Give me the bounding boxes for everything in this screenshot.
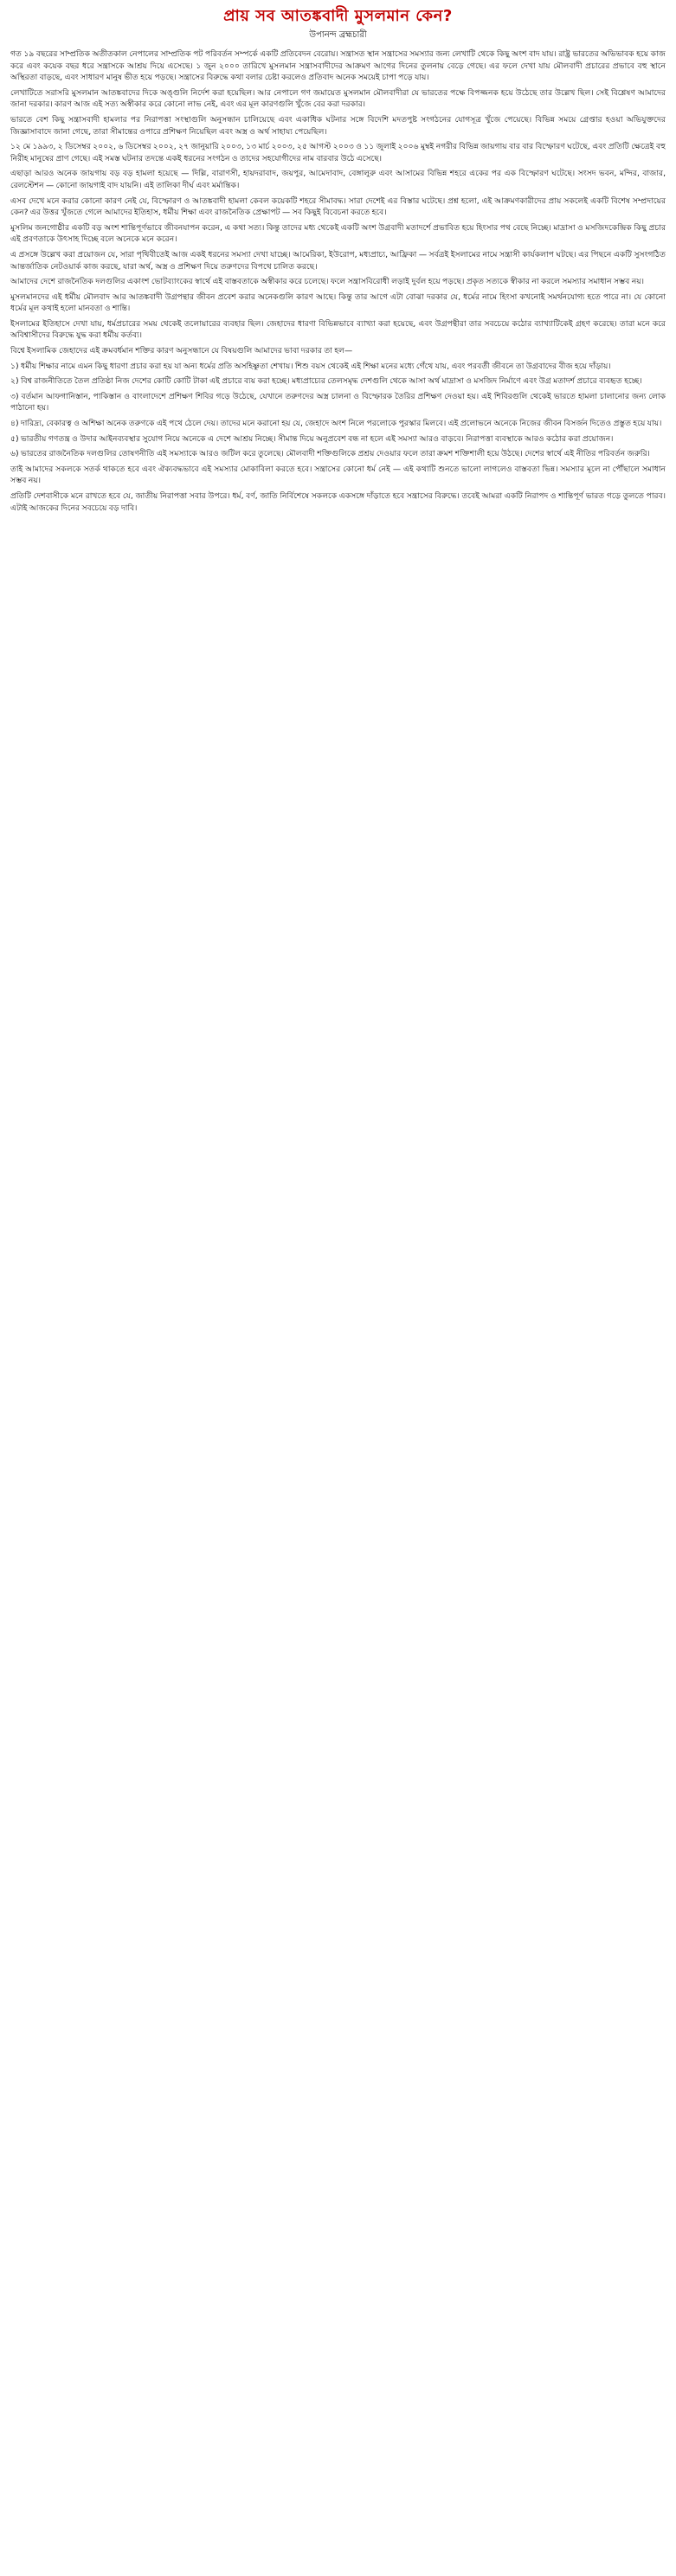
article-paragraph: এছাড়া আরও অনেক জায়গায় বড় বড় হামলা হয়েছে — দিল্লি, বারাণসী, হায়দরাবাদ, জয়পুর, আমেদাবাদ, বেঙ্গালুরু এবং আসামের বিভিন্ন শহরে একের পর এক বিস্ফোরণ ঘটেছে। সংসদ ভবন, মন্দির, বাজার, রেলস্টেশন — কোনো জায়গাই বাদ যায়নি। এই তালিকা দীর্ঘ এবং মর্মান্তিক।: [10, 169, 666, 190]
article-paragraph: আমাদের দেশে রাজনৈতিক দলগুলির একাংশ ভোটব্যাংকের স্বার্থে এই বাস্তবতাকে অস্বীকার করে চলেছে। ফলে সন্ত্রাসবিরোধী লড়াই দুর্বল হয়ে পড়ছে। প্রকৃত সত্যকে স্বীকার না করলে সমস্যার সমাধান সম্ভব নয়।: [10, 277, 645, 287]
article-paragraph: ৩) বর্তমান আফগানিস্তান, পাকিস্তান ও বাংলাদেশে প্রশিক্ষণ শিবির গড়ে উঠেছে, যেখানে তরুণদের অস্ত্র চালনা ও বিস্ফোরক তৈরির প্রশিক্ষণ দেওয়া হয়। এই শিবিরগুলি থেকেই ভারতে হামলা চালানোর জন্য লোক পাঠানো হয়।: [10, 391, 666, 413]
article-title: প্রায় সব আতঙ্কবাদী মুসলমান কেন?: [223, 7, 453, 25]
article-paragraph: প্রতিটি দেশবাসীকে মনে রাখতে হবে যে, জাতীয় নিরাপত্তা সবার উপরে। ধর্ম, বর্ণ, জাতি নির্বিশেষে সকলকে একসঙ্গে দাঁড়াতে হবে সন্ত্রাসের বিরুদ্ধে। তবেই আমরা একটি নিরাপদ ও শান্তিপূর্ণ ভারত গড়ে তুলতে পারব। এটাই আজকের দিনের সবচেয়ে বড় দাবি।: [10, 491, 666, 513]
article-paragraph: ৪) দারিদ্র্য, বেকারত্ব ও অশিক্ষা অনেক তরুণকে এই পথে ঠেলে দেয়। তাদের মনে করানো হয় যে, জেহাদে অংশ নিলে পরলোকে পুরস্কার মিলবে। এই প্রলোভনে অনেকে নিজের জীবন বিসর্জন দিতেও প্রস্তুত হয়ে যায়।: [10, 419, 662, 429]
article-paragraph: ইসলামের ইতিহাসে দেখা যায়, ধর্মপ্রচারের সময় থেকেই তলোয়ারের ব্যবহার ছিল। জেহাদের ধারণা বিভিন্নভাবে ব্যাখ্যা করা হয়েছে, এবং উগ্রপন্থীরা তার সবচেয়ে কঠোর ব্যাখ্যাটিকেই গ্রহণ করেছে। তারা মনে করে অবিশ্বাসীদের বিরুদ্ধে যুদ্ধ করা ধর্মীয় কর্তব্য।: [10, 318, 666, 341]
article-paragraph: ৬) ভারতের রাজনৈতিক দলগুলির তোষণনীতি এই সমস্যাকে আরও জটিল করে তুলেছে। মৌলবাদী শক্তিগুলিকে প্রশ্রয় দেওয়ার ফলে তারা ক্রমশ শক্তিশালী হয়ে উঠছে। দেশের স্বার্থে এই নীতির পরিবর্তন জরুরি।: [10, 449, 650, 459]
article-paragraph: ৫) ভারতীয় গণতন্ত্র ও উদার আইনব্যবস্থার সুযোগ নিয়ে অনেকে এ দেশে আশ্রয় নিচ্ছে। সীমান্ত দিয়ে অনুপ্রবেশ বন্ধ না হলে এই সমস্যা আরও বাড়বে। নিরাপত্তা ব্যবস্থাকে আরও কঠোর করা প্রয়োজন।: [10, 433, 614, 444]
article-paragraph: মুসলিম জনগোষ্ঠীর একটি বড় অংশ শান্তিপূর্ণভাবে জীবনযাপন করেন, এ কথা সত্য। কিন্তু তাদের মধ্য থেকেই একটি অংশ উগ্রবাদী মতাদর্শে প্রভাবিত হয়ে হিংসার পথ বেছে নিচ্ছে। মাদ্রাসা ও মসজিদকেন্দ্রিক কিছু প্রচার এই প্রবণতাকে উৎসাহ দিচ্ছে বলে অনেকে মনে করেন।: [10, 222, 666, 245]
article-paragraph: ভারতে বেশ কিছু সন্ত্রাসবাদী হামলার পর নিরাপত্তা সংস্থাগুলি অনুসন্ধান চালিয়েছে এবং একাধিক ঘটনার সঙ্গে বিদেশি মদতপুষ্ট সংগঠনের যোগসূত্র খুঁজে পেয়েছে। বিভিন্ন সময়ে গ্রেপ্তার হওয়া অভিযুক্তদের জিজ্ঞাসাবাদে জানা গেছে, তারা সীমান্তের ওপারে প্রশিক্ষণ নিয়েছিল এবং অস্ত্র ও অর্থ সাহায্য পেয়েছিল।: [10, 114, 666, 137]
article-paragraph: ২) বিশ্ব রাজনীতিতে তৈল প্রতিষ্ঠা নিজ দেশের কোটি কোটি টাকা এই প্রচারে ব্যয় করা হচ্ছে। মধ্যপ্রাচ্যের তেলসমৃদ্ধ দেশগুলি থেকে আসা অর্থ মাদ্রাসা ও মসজিদ নির্মাণে এবং উগ্র মতাদর্শ প্রচারে ব্যবহৃত হচ্ছে।: [10, 376, 642, 387]
article-paragraph: ১) ধর্মীয় শিক্ষার নামে এমন কিছু ধারণা প্রচার করা হয় যা অন্য ধর্মের প্রতি অসহিষ্ণুতা শেখায়। শিশু বয়স থেকেই এই শিক্ষা মনের মধ্যে গেঁথে যায়, এবং পরবর্তী জীবনে তা উগ্রবাদের বীজ হয়ে দাঁড়ায়।: [10, 361, 611, 371]
article-author: উপানন্দ ব্রহ্মচারী: [309, 30, 367, 40]
article-paragraph: তাই আমাদের সকলকে সতর্ক থাকতে হবে এবং ঐক্যবদ্ধভাবে এই সমস্যার মোকাবিলা করতে হবে। সন্ত্রাসের কোনো ধর্ম নেই — এই কথাটি শুনতে ভালো লাগলেও বাস্তবতা ভিন্ন। সমস্যার মূলে না পৌঁছালে সমাধান সম্ভব নয়।: [10, 464, 666, 486]
article-paragraph: এ প্রসঙ্গে উল্লেখ করা প্রয়োজন যে, সারা পৃথিবীতেই আজ একই ধরনের সমস্যা দেখা যাচ্ছে। আমেরিকা, ইউরোপ, মধ্যপ্রাচ্য, আফ্রিকা — সর্বত্রই ইসলামের নামে সন্ত্রাসী কার্যকলাপ ঘটছে। এর পিছনে একটি সুসংগঠিত আন্তর্জাতিক নেটওয়ার্ক কাজ করছে, যারা অর্থ, অস্ত্র ও প্রশিক্ষণ দিয়ে তরুণদের বিপথে চালিত করছে।: [10, 249, 666, 272]
article-paragraph: ১২ মে ১৯৯৩, ২ ডিসেম্বর ২০০২, ৬ ডিসেম্বর ২০০২, ২৭ জানুয়ারি ২০০৩, ১৩ মার্চ ২০০৩, ২৫ আগস্ট ২০০৩ ও ১১ জুলাই ২০০৬ মুম্বই নগরীর বিভিন্ন জায়গায় বার বার বিস্ফোরণ ঘটেছে, এবং প্রতিটি ক্ষেত্রেই বহু নিরীহ মানুষের প্রাণ গেছে। এই সমস্ত ঘটনার তদন্তে একই ধরনের সংগঠন ও তাদের সহযোগীদের নাম বারবার উঠে এসেছে।: [10, 142, 666, 163]
article-paragraph: বিশ্বে ইসলামিক জেহাদের এই ক্রমবর্ধমান শক্তির কারণ অনুসন্ধানে যে বিষয়গুলি আমাদের ভাবা দরকার তা হল—: [10, 346, 353, 356]
article-paragraph: লেখাটিতে সরাসরি মুসলমান আতঙ্কবাদের দিকে অঙ্গুলি নির্দেশ করা হয়েছিল। আর নেপালে গণ জমায়েত মুসলমান মৌলবাদীরা যে ভারতের পক্ষে বিপজ্জনক হয়ে উঠেছে তার উল্লেখ ছিল। সেই বিশ্লেষণ আমাদের জানা দরকার। কারণ আজ এই সত্য অস্বীকার করে কোনো লাভ নেই, এবং এর মূল কারণগুলি খুঁজে বের করা দরকার।: [10, 87, 666, 110]
article-paragraph: গত ১৯ বছরের সাম্প্রতিক অতীতকাল নেপালের সাম্প্রতিক পট পরিবর্তন সম্পর্কে একটি প্রতিবেদন বেরোয়। সন্ত্রাসত স্থান সন্ত্রাসের সমস্যার জন্য লেখাটি থেকে কিছু অংশ বাদ যায়। রাষ্ট্র ভারতের অভিভাবক হয়ে কাজ করে এবং কয়েক বছর ধরে সন্ত্রাসকে আশ্রয় দিয়ে এসেছে। ১ জুন ২০০০ তারিখে মুসলমান সন্ত্রাসবাদীদের আক্রমণ আগের দিনের তুলনায় বেড়ে গেছে। এর ফলে দেখা যায় মৌলবাদী প্রচারের প্রভাবে বহু স্থানে অস্থিরতা বাড়ছে, এবং সাধারণ মানুষ ভীত হয়ে পড়ছে। সন্ত্রাসের বিরুদ্ধে কথা বলার চেষ্টা করলেও প্রতিবাদ অনেক সময়েই চাপা পড়ে যায়।: [10, 49, 666, 83]
article-paragraph: মুসলমানদের এই ধর্মীয় মৌলবাদ আর আতঙ্কবাদী উগ্রপন্থার জীবন প্রবেশ করার অনেকগুলি কারণ আছে। কিন্তু তার আগে এটা বোঝা দরকার যে, ধর্মের নামে হিংসা কখনোই সমর্থনযোগ্য হতে পারে না। যে কোনো ধর্মের মূল কথাই হলো মানবতা ও শান্তি।: [10, 292, 666, 314]
article-paragraph: এসব দেখে মনে করার কোনো কারণ নেই যে, বিস্ফোরণ ও আতঙ্কবাদী হামলা কেবল কয়েকটি শহরে সীমাবদ্ধ। সারা দেশেই এর বিস্তার ঘটেছে। প্রশ্ন হলো, এই আক্রমণকারীদের প্রায় সকলেই একটি বিশেষ সম্প্রদায়ের কেন? এর উত্তর খুঁজতে গেলে আমাদের ইতিহাস, ধর্মীয় শিক্ষা এবং রাজনৈতিক প্রেক্ষাপট — সব কিছুই বিবেচনা করতে হবে।: [10, 195, 666, 218]
article-body: [10, 48, 666, 514]
